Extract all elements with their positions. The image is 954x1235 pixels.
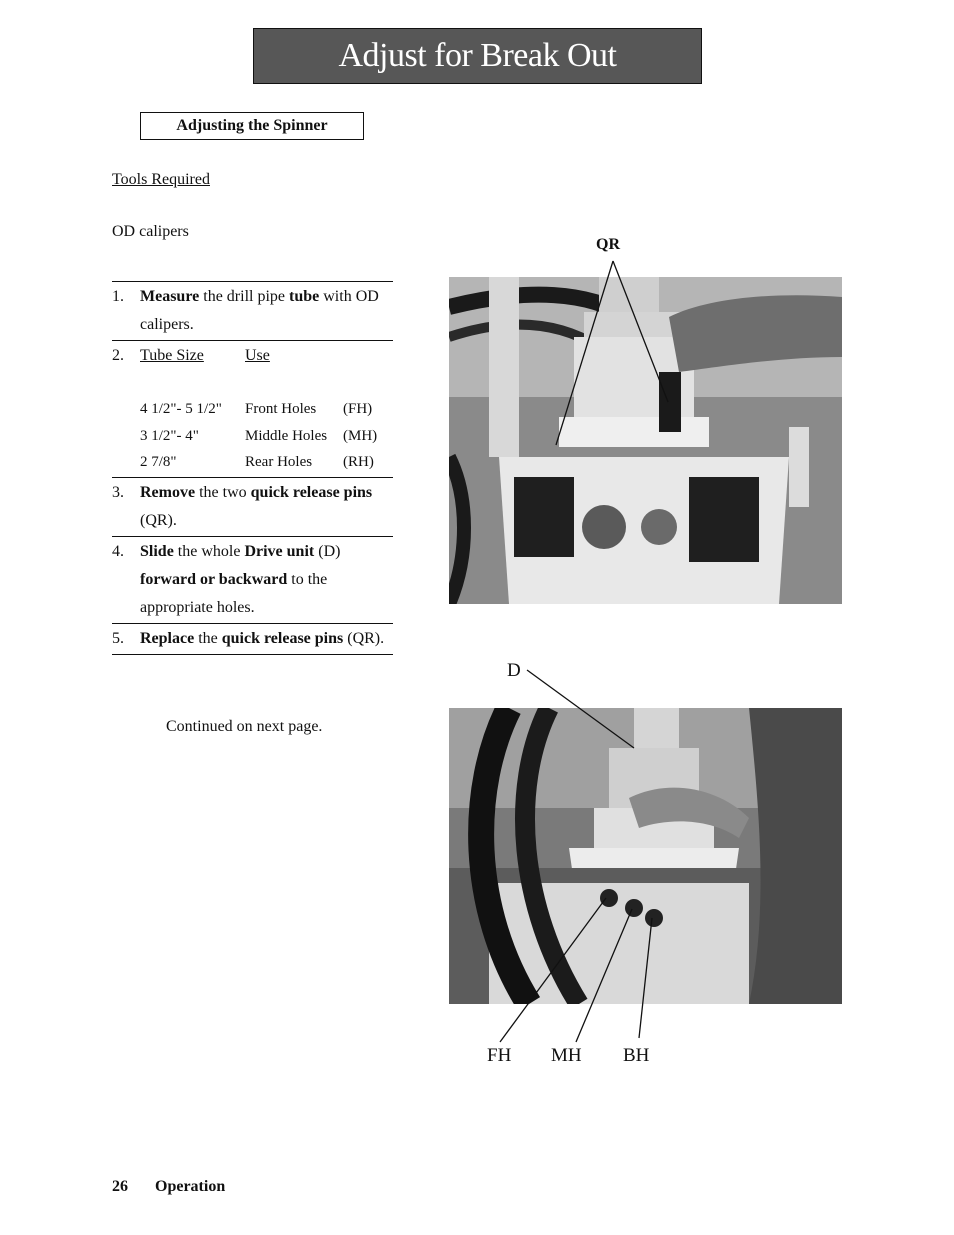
steps-list: [112, 281, 393, 655]
step-1: 1. Measure the drill pipe tube with OD calipers.: [112, 281, 393, 340]
callout-qr: QR: [596, 236, 620, 253]
step-1-text: Measure the drill pipe tube with OD calipers.: [140, 288, 379, 333]
step-4: 4. Slide the whole Drive unit (D) forward or backward to the appropriate holes.: [112, 536, 393, 623]
page-title: Adjust for Break Out: [253, 28, 702, 84]
callout-d: D: [507, 660, 521, 681]
callout-fh: FH: [487, 1045, 512, 1066]
continued-note: Continued on next page.: [166, 718, 323, 735]
step-3: 3. Remove the two quick release pins (QR).: [112, 477, 393, 536]
table-header-use: Use: [245, 347, 270, 364]
table-header-tube-size: Tube Size: [140, 347, 204, 364]
table-row: 4 1/2"- 5 1/2" Front Holes (FH): [140, 401, 373, 417]
footer-section: Operation: [155, 1178, 226, 1195]
callout-bh: BH: [623, 1045, 650, 1066]
photo-spinner-top: [449, 277, 842, 604]
tube-size-table: [140, 342, 393, 476]
step-5-text: Replace the quick release pins (QR).: [140, 629, 385, 647]
table-row: 2 7/8" Rear Holes (RH): [140, 454, 374, 470]
table-row: 3 1/2"- 4" Middle Holes (MH): [140, 427, 378, 444]
tool-item: OD calipers: [112, 223, 189, 240]
step-3-text: Remove the two quick release pins (QR).: [140, 483, 373, 529]
tools-required-label: Tools Required: [112, 171, 210, 188]
callout-mh: MH: [551, 1045, 582, 1066]
step-5: 5. Replace the quick release pins (QR).: [112, 623, 393, 655]
step-4-text: Slide the whole Drive unit (D) forward or backward to the appropriate holes.: [140, 542, 341, 616]
photo-drive-unit: [449, 708, 842, 1004]
page-number: 26: [112, 1178, 128, 1195]
step-2: 2. Tube Size Use 4 1/2"- 5 1/2" Front Holes (FH) 3 1/2"- 4" Middle Holes (MH) 2 7/8" Rear Holes (RH): [112, 340, 393, 477]
section-heading: Adjusting the Spinner: [140, 112, 364, 140]
